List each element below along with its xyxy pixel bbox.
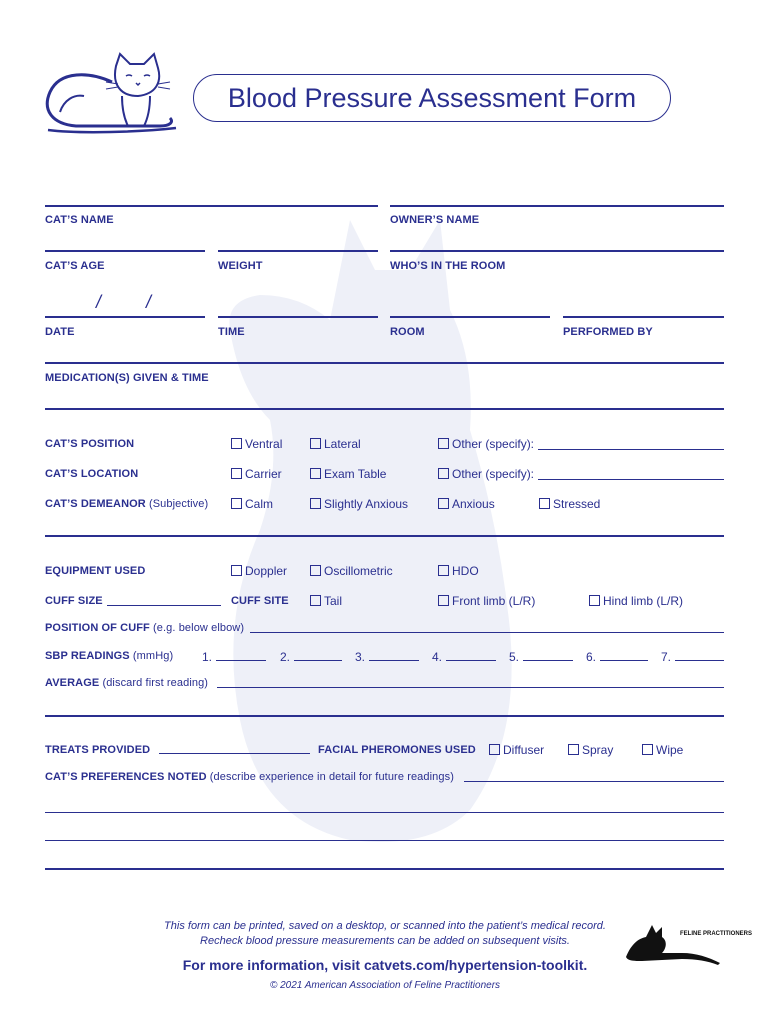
checkbox-icon: [231, 498, 242, 509]
svg-text:FELINE PRACTITIONERS: FELINE PRACTITIONERS: [680, 931, 753, 937]
tail-checkbox[interactable]: Tail: [310, 594, 342, 608]
section-divider: [45, 868, 724, 870]
reading-3: 3.: [355, 650, 366, 664]
checkbox-icon: [642, 744, 653, 755]
average-line[interactable]: [217, 687, 724, 688]
position-other-checkbox[interactable]: Other (specify):: [438, 437, 534, 451]
reading-1: 1.: [202, 650, 213, 664]
medications-label: MEDICATION(S) GIVEN & TIME: [45, 372, 209, 384]
doppler-checkbox[interactable]: Doppler: [231, 564, 287, 578]
cuff-position-line[interactable]: [250, 632, 724, 633]
checkbox-icon: [438, 595, 449, 606]
footer-note-2: Recheck blood pressure measurements can be added on subsequent visits.: [200, 935, 570, 947]
time-label: TIME: [218, 326, 245, 338]
reading-3-line[interactable]: [369, 660, 419, 661]
reading-5: 5.: [509, 650, 520, 664]
average-label: AVERAGE (discard first reading): [45, 677, 209, 689]
pheromones-label: FACIAL PHEROMONES USED: [318, 744, 476, 756]
checkbox-icon: [438, 498, 449, 509]
weight-label: WEIGHT: [218, 260, 263, 272]
checkbox-icon: [310, 438, 321, 449]
cats-age-label: CAT’S AGE: [45, 260, 105, 272]
cats-name-line-2[interactable]: [218, 250, 378, 252]
cuff-position-label: POSITION OF CUFF (e.g. below elbow): [45, 622, 245, 634]
reading-7: 7.: [661, 650, 672, 664]
aafp-logo-icon: [622, 917, 753, 967]
performed-by-line[interactable]: [563, 316, 724, 318]
preferences-line-2[interactable]: [45, 812, 724, 813]
spray-checkbox[interactable]: Spray: [568, 743, 613, 757]
owners-name-label: OWNER’S NAME: [390, 214, 480, 226]
calm-checkbox[interactable]: Calm: [231, 497, 273, 511]
hdo-checkbox[interactable]: HDO: [438, 564, 479, 578]
checkbox-icon: [310, 595, 321, 606]
footer-link[interactable]: For more information, visit catvets.com/hypertension-toolkit.: [182, 957, 588, 973]
checkbox-icon: [438, 468, 449, 479]
reading-2: 2.: [280, 650, 291, 664]
lateral-checkbox[interactable]: Lateral: [310, 437, 361, 451]
treats-line[interactable]: [159, 753, 310, 754]
hind-limb-checkbox[interactable]: Hind limb (L/R): [589, 594, 683, 608]
date-label: DATE: [45, 326, 75, 338]
copyright: © 2021 American Association of Feline Practitioners: [269, 980, 501, 991]
checkbox-icon: [231, 565, 242, 576]
checkbox-icon: [310, 565, 321, 576]
preferences-line-1[interactable]: [464, 781, 724, 782]
owners-name-line[interactable]: [390, 250, 724, 252]
whos-in-room-label: WHO’S IN THE ROOM: [390, 260, 506, 272]
cats-name-line[interactable]: [45, 250, 205, 252]
reading-7-line[interactable]: [675, 660, 724, 661]
section-divider: [45, 535, 724, 537]
equipment-label: EQUIPMENT USED: [45, 565, 146, 577]
reading-4: 4.: [432, 650, 443, 664]
diffuser-checkbox[interactable]: Diffuser: [489, 743, 544, 757]
treats-label: TREATS PROVIDED: [45, 744, 151, 756]
checkbox-icon: [231, 468, 242, 479]
cuff-size-label: CUFF SIZE: [45, 595, 103, 607]
reading-5-line[interactable]: [523, 660, 573, 661]
oscillometric-checkbox[interactable]: Oscillometric: [310, 564, 393, 578]
checkbox-icon: [568, 744, 579, 755]
sbp-label: SBP READINGS (mmHg): [45, 650, 174, 662]
page-title: Blood Pressure Assessment Form: [227, 83, 637, 113]
checkbox-icon: [310, 498, 321, 509]
checkbox-icon: [589, 595, 600, 606]
medications-line[interactable]: [45, 408, 724, 410]
cuff-size-line[interactable]: [107, 605, 221, 606]
cats-name-label: CAT’S NAME: [45, 214, 114, 226]
checkbox-icon: [310, 468, 321, 479]
date-slash: /: [146, 292, 152, 312]
wipe-checkbox[interactable]: Wipe: [642, 743, 683, 757]
anxious-checkbox[interactable]: Anxious: [438, 497, 495, 511]
preferences-label: CAT’S PREFERENCES NOTED (describe experience in detail for future readings): [45, 771, 454, 783]
exam-table-checkbox[interactable]: Exam Table: [310, 467, 386, 481]
position-other-line[interactable]: [538, 449, 724, 450]
section-divider: [45, 715, 724, 717]
footer-note-1: This form can be printed, saved on a desktop, or scanned into the patient’s medical record.: [164, 920, 606, 932]
preferences-line-3[interactable]: [45, 840, 724, 841]
reading-4-line[interactable]: [446, 660, 496, 661]
reading-6-line[interactable]: [600, 660, 648, 661]
time-line[interactable]: [218, 316, 378, 318]
location-other-line[interactable]: [538, 479, 724, 480]
reading-6: 6.: [586, 650, 597, 664]
front-limb-checkbox[interactable]: Front limb (L/R): [438, 594, 535, 608]
room-label: ROOM: [390, 326, 425, 338]
stressed-checkbox[interactable]: Stressed: [539, 497, 600, 511]
rule: [45, 362, 724, 364]
location-other-checkbox[interactable]: Other (specify):: [438, 467, 534, 481]
cuff-site-label: CUFF SITE: [231, 595, 289, 607]
date-slash: /: [96, 292, 102, 312]
rule: [45, 205, 378, 207]
position-label: CAT’S POSITION: [45, 438, 135, 450]
date-line[interactable]: [45, 316, 205, 318]
cat-logo-icon: [40, 52, 182, 134]
ventral-checkbox[interactable]: Ventral: [231, 437, 282, 451]
room-line[interactable]: [390, 316, 550, 318]
checkbox-icon: [231, 438, 242, 449]
carrier-checkbox[interactable]: Carrier: [231, 467, 282, 481]
performed-by-label: PERFORMED BY: [563, 326, 653, 338]
demeanor-label: CAT’S DEMEANOR (Subjective): [45, 498, 209, 510]
reading-2-line[interactable]: [294, 660, 342, 661]
slightly-anxious-checkbox[interactable]: Slightly Anxious: [310, 497, 408, 511]
checkbox-icon: [539, 498, 550, 509]
rule: [390, 205, 724, 207]
checkbox-icon: [438, 438, 449, 449]
location-label: CAT’S LOCATION: [45, 468, 139, 480]
checkbox-icon: [438, 565, 449, 576]
checkbox-icon: [489, 744, 500, 755]
reading-1-line[interactable]: [216, 660, 266, 661]
